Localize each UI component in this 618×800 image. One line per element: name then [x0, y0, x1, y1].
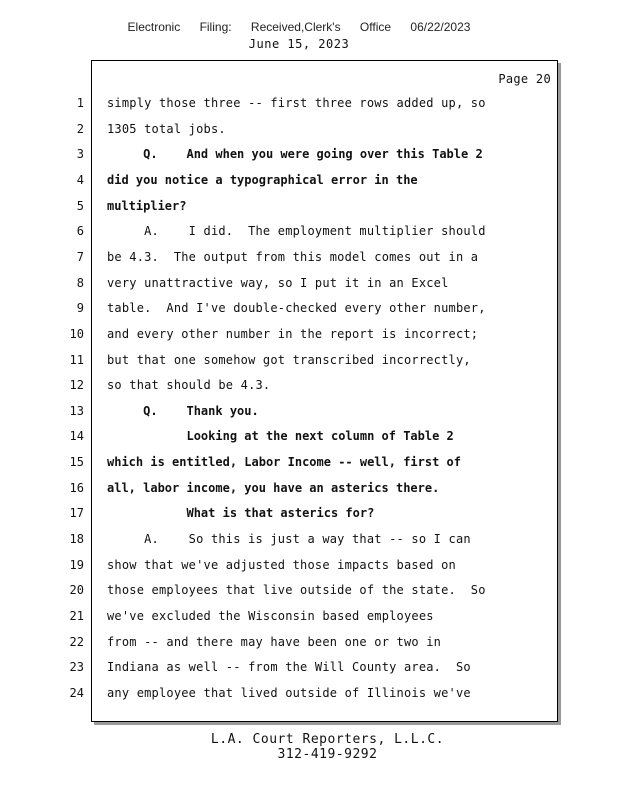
transcript-line: [0, 296, 618, 320]
line-text: did you notice a typographical error in the: [107, 172, 418, 187]
transcript-line: [0, 681, 618, 705]
line-text: What is that asterics for?: [107, 506, 375, 521]
efiling-word-3: Received,Clerk's: [250, 20, 341, 34]
line-number: 23: [69, 660, 84, 675]
transcript-line: [0, 194, 618, 218]
transcript-line: [0, 604, 618, 628]
line-text: those employees that live outside of the state. So: [107, 583, 486, 598]
line-text: multiplier?: [107, 198, 187, 213]
line-text: so that should be 4.3.: [107, 378, 271, 393]
line-text: A. So this is just a way that -- so I can: [107, 532, 471, 547]
line-number: 21: [69, 609, 84, 623]
line-text: show that we've adjusted those impacts based on: [107, 557, 456, 572]
line-text: Indiana as well -- from the Will County area. So: [107, 660, 471, 675]
line-text: but that one somehow got transcribed incorrectly,: [107, 352, 471, 367]
transcript-line: [0, 348, 618, 372]
line-text: very unattractive way, so I put it in an Excel: [107, 275, 449, 290]
line-text: Q. And when you were going over this Table 2: [107, 147, 483, 162]
line-number: 2: [76, 121, 84, 136]
transcript-line: [0, 271, 618, 295]
line-text: from -- and there may have been one or two in: [107, 634, 442, 649]
transcript-line: [0, 527, 618, 551]
efiling-word-4: Office: [359, 20, 392, 34]
transcript-line: [0, 322, 618, 346]
transcript-line: [0, 450, 618, 474]
line-text: table. And I've double-checked every other number,: [107, 301, 486, 316]
line-text: 1305 total jobs.: [107, 121, 226, 136]
line-number: 17: [69, 506, 84, 521]
transcript-line: [0, 168, 618, 192]
footer-company: L.A. Court Reporters, L.L.C.: [210, 732, 445, 747]
line-text: A. I did. The employment multiplier should: [107, 224, 486, 239]
transcript-line: [0, 399, 618, 423]
line-number: 12: [69, 378, 84, 393]
line-number: 15: [69, 455, 84, 470]
line-number: 10: [69, 326, 84, 341]
page-number: Page 20: [498, 72, 551, 86]
line-number: 16: [69, 480, 84, 495]
efiling-stamp: [0, 20, 598, 34]
transcript-line: [0, 142, 618, 166]
footer-phone: 312-419-9292: [277, 747, 378, 762]
line-number: 7: [76, 249, 84, 264]
line-text: and every other number in the report is incorrect;: [107, 326, 479, 341]
line-number: 5: [76, 198, 84, 213]
line-text: we've excluded the Wisconsin based employees: [107, 609, 434, 623]
transcript-line: [0, 476, 618, 500]
line-number: 20: [69, 583, 84, 598]
line-text: which is entitled, Labor Income -- well, first of: [107, 455, 462, 470]
line-text: Q. Thank you.: [107, 403, 259, 418]
line-number: 19: [69, 557, 84, 572]
line-text: simply those three -- first three rows added up, so: [107, 96, 486, 110]
efiling-word-2: Filing:: [199, 20, 232, 34]
line-number: 24: [69, 685, 84, 700]
transcript-line: [0, 91, 618, 115]
line-number: 11: [69, 352, 84, 367]
transcript-line: [0, 117, 618, 141]
transcript-line: [0, 373, 618, 397]
line-number: 13: [69, 403, 84, 418]
line-number: 8: [76, 275, 84, 290]
line-number: 3: [76, 147, 84, 162]
line-text: Looking at the next column of Table 2: [107, 429, 454, 444]
transcript-line: [0, 424, 618, 448]
line-number: 14: [69, 429, 84, 444]
line-text: be 4.3. The output from this model comes out in a: [107, 249, 479, 264]
line-text: any employee that lived outside of Illinois we've: [107, 685, 471, 700]
transcript-line: [0, 219, 618, 243]
transcript-line: [0, 501, 618, 525]
line-number: 18: [69, 532, 84, 547]
transcript-line: [0, 578, 618, 602]
line-number: 6: [76, 224, 84, 239]
line-text: all, labor income, you have an asterics there.: [107, 480, 440, 495]
transcript-line: [0, 553, 618, 577]
transcript-line: [0, 245, 618, 269]
efiling-word-1: Electronic: [127, 20, 181, 34]
line-number: 1: [76, 96, 84, 110]
line-number: 4: [76, 172, 84, 187]
line-number: 22: [69, 634, 84, 649]
transcript-line: [0, 630, 618, 654]
transcript-date: June 15, 2023: [248, 37, 350, 51]
line-number: 9: [76, 301, 84, 316]
transcript-line: [0, 655, 618, 679]
efiling-date: 06/22/2023: [410, 20, 471, 34]
